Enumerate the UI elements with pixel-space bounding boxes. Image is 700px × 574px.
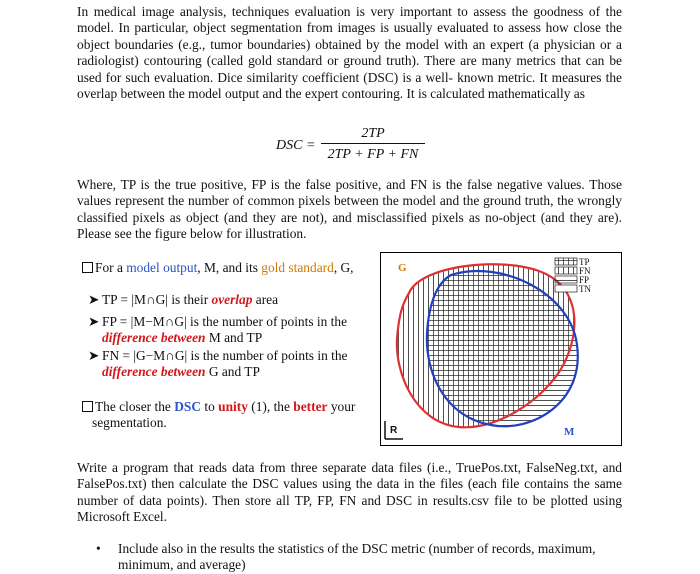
definitions-paragraph: Where, TP is the true positive, FP is the false positive, and FN is the false negative values. Those values represent the number of common pixels between the model and the ground truth, the wrongly classified pixels as object (and they are not), and misclassified pixels as no-object (and they are). Please see the figure below for illustration. [77,177,622,242]
arrowhead-icon: ➤ [88,292,100,307]
closer-line-2: segmentation. [92,415,167,430]
label-m: M [564,426,575,438]
formula-lhs: DSC = [276,138,316,153]
figure-legend [555,257,591,294]
intro-paragraph: In medical image analysis, techniques evaluation is very important to assess the goodness of the model. In particular, object segmentation from images is usually evaluated to assess how close the object boundaries (e.g., tumor boundaries) obtained by the model with an expert (a physician or a radiologist) contouring (called gold standard or ground truth). There are many metrics that can be used for such evaluation. Dice similarity coefficient (DSC) is a well- known metric. It measures the overlap between the model output and the expert contouring. It is calculated mathematically as [77,4,622,102]
label-g: G [398,262,407,274]
bullet-text: Include also in the results the statistics of the DSC metric (number of records, maximum, minimum, and average) [118,541,596,573]
arrowhead-icon: ➤ [88,348,100,363]
checkbox-square-icon [82,401,93,412]
legend-fp: FP [579,275,590,285]
checkbox-square-icon [82,262,93,273]
venn-diagram [381,253,621,445]
label-r: R [390,425,398,436]
fn-bullet-cont: difference between G and TP [102,364,260,379]
bullet-dot-icon: • [96,541,101,556]
fn-bullet: ➤ FN = |G−M∩G| is the number of points in the [88,348,348,363]
formula-fraction [321,126,425,163]
task-paragraph: Write a program that reads data from three separate data files (i.e., TruePos.txt, FalseNeg.txt, and FalsePos.txt) then calculate the DSC values using the data in the files (each file contains the same number of data points). Then store all TP, FP, FN and DSC in results.csv file to be plotted using Microsoft Excel. [77,460,622,525]
arrowhead-icon: ➤ [88,314,100,329]
slide-intro-line: For a model output, M, and its gold standard, G, [82,260,354,276]
closer-line: The closer the DSC to unity (1), the better your [82,399,355,415]
fp-bullet-cont: difference between M and TP [102,330,263,345]
legend-tn: TN [579,284,591,294]
formula-numerator: 2TP [361,126,385,141]
legend-tp: TP [579,257,590,267]
legend-fn: FN [579,266,591,276]
tp-bullet: ➤ TP = |M∩G| is their overlap area [88,292,279,307]
formula-denominator: 2TP + FP + FN [327,147,419,162]
axes-corner-icon [385,421,403,439]
fp-bullet: ➤ FP = |M−M∩G| is the number of points in the [88,314,348,329]
segmentation-figure [380,252,622,446]
